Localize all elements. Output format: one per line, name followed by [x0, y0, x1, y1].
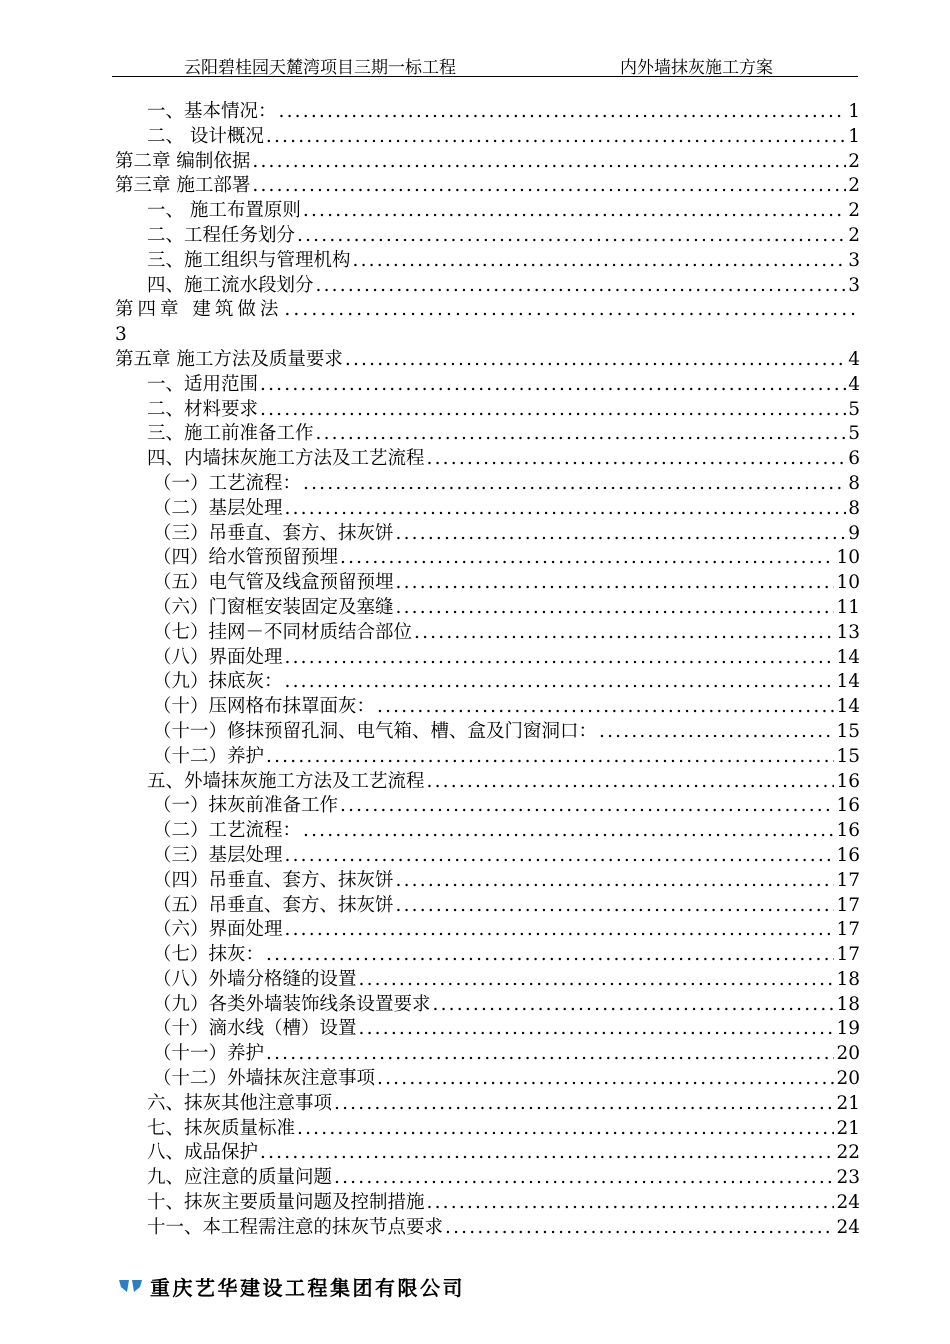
toc-leader-dots [414, 621, 834, 646]
toc-entry-title: 四、施工流水段划分 [147, 274, 314, 296]
toc-entry-title: 第五章 施工方法及质量要求 [115, 348, 343, 370]
toc-entry-title: 四、内墙抹灰施工方法及工艺流程 [147, 448, 425, 470]
toc-entry-title: （五）电气管及线盒预留预埋 [153, 572, 394, 594]
toc-entry[interactable] [115, 348, 860, 373]
toc-entry-page-number: 20 [836, 1068, 860, 1090]
toc-leader-dots [353, 249, 847, 274]
toc-entry[interactable] [115, 993, 860, 1018]
header-document-title: 内外墙抹灰施工方案 [620, 58, 773, 78]
toc-leader-dots [303, 819, 834, 844]
toc-entry[interactable] [115, 1067, 860, 1092]
toc-entry-page-number: 11 [836, 596, 860, 618]
company-logo-icon [118, 1278, 144, 1294]
toc-entry-title: （一）抹灰前准备工作 [153, 795, 339, 817]
toc-entry-title: 一、 施工布置原则 [147, 200, 301, 222]
toc-entry-page-number: 17 [836, 869, 860, 891]
toc-leader-dots [297, 1117, 834, 1142]
toc-entry-page-number: 3 [115, 324, 127, 346]
toc-entry-title: 六、抹灰其他注意事项 [147, 1092, 333, 1114]
toc-entry-title: （三）吊垂直、套方、抹灰饼 [153, 522, 394, 544]
toc-entry-page-number: 16 [836, 770, 860, 792]
toc-entry-page-number: 14 [836, 696, 860, 718]
toc-entry[interactable] [115, 422, 860, 447]
toc-leader-dots [396, 596, 835, 621]
toc-entry-title: （六）门窗框安装固定及塞缝 [153, 596, 394, 618]
toc-entry-title: （七）挂网－不同材质结合部位 [153, 621, 413, 643]
toc-entry[interactable] [115, 1216, 860, 1241]
toc-entry-page-number: 2 [848, 200, 860, 222]
toc-entry[interactable] [115, 894, 860, 919]
toc-entry-page-number: 8 [848, 472, 860, 494]
toc-entry-title: 九、应注意的质量问题 [147, 1167, 333, 1189]
toc-entry-page-number: 16 [836, 820, 860, 842]
toc-entry[interactable] [115, 249, 860, 274]
toc-entry-title: （二）基层处理 [153, 497, 283, 519]
toc-entry-page-number: 17 [836, 894, 860, 916]
toc-entry-page-number: 10 [836, 572, 860, 594]
toc-entry-title: 五、外墙抹灰施工方法及工艺流程 [147, 770, 425, 792]
toc-leader-dots [427, 447, 847, 472]
toc-leader-dots [396, 522, 847, 547]
toc-entry-title: （十二）外墙抹灰注意事项 [153, 1068, 376, 1090]
toc-leader-dots [359, 968, 835, 993]
toc-entry[interactable] [115, 373, 860, 398]
toc-entry-title: （十）滴水线（槽）设置 [153, 1018, 357, 1040]
toc-leader-dots [285, 918, 835, 943]
toc-entry-page-number: 18 [836, 993, 860, 1015]
toc-leader-dots [266, 943, 834, 968]
toc-entry[interactable] [115, 150, 860, 175]
toc-leader-dots [252, 174, 846, 199]
toc-entry[interactable] [115, 819, 860, 844]
table-of-contents [115, 100, 860, 1241]
toc-entry[interactable] [115, 1092, 860, 1117]
toc-entry-page-number: 9 [848, 522, 860, 544]
toc-entry[interactable] [115, 546, 860, 571]
toc-leader-dots [303, 199, 846, 224]
toc-leader-dots [396, 894, 835, 919]
toc-entry[interactable] [115, 794, 860, 819]
toc-leader-dots [377, 695, 834, 720]
toc-leader-dots [340, 794, 834, 819]
toc-entry-title: （十）压网格布抹罩面灰： [153, 696, 376, 718]
toc-entry-title: （七）抹灰： [153, 944, 265, 966]
toc-entry[interactable] [115, 1191, 860, 1216]
toc-leader-dots [279, 100, 847, 125]
toc-leader-dots [445, 1216, 834, 1241]
toc-entry-title: 八、成品保护 [147, 1142, 259, 1164]
toc-leader-dots [260, 398, 846, 423]
toc-entry-page-number: 23 [836, 1167, 860, 1189]
toc-leader-dots [359, 1017, 835, 1042]
toc-entry[interactable] [115, 695, 860, 720]
toc-entry[interactable] [115, 918, 860, 943]
toc-entry-title: 第二章 编制依据 [115, 150, 251, 172]
toc-entry-title: 二、 设计概况 [147, 125, 264, 147]
toc-entry-page-number: 16 [836, 795, 860, 817]
toc-entry[interactable] [115, 497, 860, 522]
toc-leader-dots [427, 770, 835, 795]
toc-entry[interactable] [115, 571, 860, 596]
toc-entry-page-number: 22 [836, 1142, 860, 1164]
toc-entry-title: （十一）养护 [153, 1043, 265, 1065]
toc-entry-title: （四）吊垂直、套方、抹灰饼 [153, 869, 394, 891]
toc-entry[interactable] [115, 1042, 860, 1067]
header-project-name: 云阳碧桂园天麓湾项目三期一标工程 [184, 58, 456, 78]
toc-entry-page-number: 21 [836, 1092, 860, 1114]
toc-entry-title: 三、施工前准备工作 [147, 423, 314, 445]
toc-entry[interactable] [115, 398, 860, 423]
toc-entry-page-number: 13 [836, 621, 860, 643]
toc-leader-dots [260, 1141, 834, 1166]
toc-entry-page-number: 4 [848, 348, 860, 370]
toc-entry[interactable] [115, 646, 860, 671]
toc-entry-page-number: 24 [836, 1216, 860, 1238]
toc-entry[interactable] [115, 943, 860, 968]
toc-entry-title: 一、适用范围 [147, 373, 259, 395]
toc-entry-page-number: 15 [836, 720, 860, 742]
toc-leader-dots [316, 422, 847, 447]
toc-entry[interactable] [115, 100, 860, 125]
toc-entry[interactable] [115, 199, 860, 224]
toc-entry-title: 第三章 施工部署 [115, 175, 251, 197]
toc-leader-dots [303, 472, 846, 497]
toc-entry[interactable] [115, 621, 860, 646]
toc-entry-title: （二）工艺流程： [153, 820, 302, 842]
toc-leader-dots [433, 993, 835, 1018]
toc-leader-dots [285, 670, 835, 695]
toc-entry-title: （三）基层处理 [153, 844, 283, 866]
toc-entry-page-number: 17 [836, 919, 860, 941]
toc-entry[interactable] [115, 869, 860, 894]
toc-entry-page-number: 5 [848, 423, 860, 445]
toc-entry-page-number: 21 [836, 1117, 860, 1139]
toc-entry-title: （四）给水管预留预埋 [153, 547, 339, 569]
toc-entry-page-number: 18 [836, 968, 860, 990]
toc-entry[interactable] [115, 298, 860, 348]
toc-leader-dots [599, 720, 834, 745]
toc-entry-title: 三、施工组织与管理机构 [147, 249, 351, 271]
toc-leader-dots [260, 373, 846, 398]
toc-entry[interactable] [115, 670, 860, 695]
toc-entry-page-number: 3 [848, 274, 860, 296]
toc-entry-page-number: 15 [836, 745, 860, 767]
toc-entry[interactable] [115, 522, 860, 547]
toc-leader-dots [340, 546, 834, 571]
toc-entry-page-number: 14 [836, 671, 860, 693]
toc-entry[interactable] [115, 745, 860, 770]
toc-leader-dots [334, 1092, 834, 1117]
toc-entry[interactable] [115, 596, 860, 621]
toc-entry[interactable] [115, 1017, 860, 1042]
toc-entry-title: 二、工程任务划分 [147, 224, 296, 246]
toc-entry[interactable] [115, 1117, 860, 1142]
toc-entry[interactable] [115, 447, 860, 472]
toc-entry[interactable] [115, 274, 860, 299]
toc-entry[interactable] [115, 224, 860, 249]
toc-entry-title: 十、抹灰主要质量问题及控制措施 [147, 1192, 425, 1214]
toc-entry[interactable] [115, 968, 860, 993]
toc-entry-title: （六）界面处理 [153, 919, 283, 941]
toc-leader-dots [266, 1042, 834, 1067]
toc-leader-dots [377, 1067, 834, 1092]
toc-entry-title: 二、材料要求 [147, 398, 259, 420]
toc-entry-title: 七、抹灰质量标准 [147, 1117, 296, 1139]
toc-leader-dots [396, 869, 835, 894]
toc-entry-page-number: 1 [848, 125, 860, 147]
toc-entry-page-number: 5 [848, 398, 860, 420]
toc-entry-title: （十一）修抹预留孔洞、电气箱、槽、盒及门窗洞口： [153, 720, 598, 742]
toc-entry-title: （八）外墙分格缝的设置 [153, 968, 357, 990]
toc-entry-page-number: 4 [848, 373, 860, 395]
toc-leader-dots [285, 844, 835, 869]
toc-entry-page-number: 6 [848, 448, 860, 470]
toc-entry[interactable] [115, 125, 860, 150]
toc-entry-page-number: 10 [836, 547, 860, 569]
page-header [112, 50, 858, 77]
toc-leader-dots [284, 298, 858, 323]
toc-entry[interactable] [115, 472, 860, 497]
toc-entry[interactable] [115, 1166, 860, 1191]
toc-entry-title: 第四章 建筑做法 [115, 299, 283, 321]
toc-entry-title: （一）工艺流程： [153, 472, 302, 494]
toc-entry-page-number: 19 [836, 1018, 860, 1040]
toc-entry-page-number: 20 [836, 1043, 860, 1065]
toc-leader-dots [297, 224, 846, 249]
footer-company-name: 重庆艺华建设工程集团有限公司 [150, 1275, 465, 1300]
toc-leader-dots [396, 571, 835, 596]
toc-entry-page-number: 17 [836, 944, 860, 966]
toc-leader-dots [316, 274, 847, 299]
page-footer [118, 1272, 465, 1300]
toc-entry-page-number: 1 [848, 101, 860, 122]
toc-leader-dots [266, 745, 834, 770]
toc-leader-dots [285, 497, 847, 522]
toc-entry[interactable] [115, 844, 860, 869]
toc-entry-title: （五）吊垂直、套方、抹灰饼 [153, 894, 394, 916]
toc-leader-dots [266, 125, 846, 150]
toc-entry-title: （九）各类外墙装饰线条设置要求 [153, 993, 431, 1015]
toc-entry-title: （十二）养护 [153, 745, 265, 767]
toc-leader-dots [285, 646, 835, 671]
toc-entry-page-number: 24 [836, 1192, 860, 1214]
toc-entry-title: 十一、本工程需注意的抹灰节点要求 [147, 1216, 444, 1238]
toc-entry[interactable] [115, 720, 860, 745]
toc-leader-dots [252, 150, 846, 175]
toc-leader-dots [427, 1191, 835, 1216]
toc-entry-page-number: 2 [848, 175, 860, 197]
toc-entry-page-number: 3 [848, 249, 860, 271]
toc-entry[interactable] [115, 1141, 860, 1166]
toc-entry-page-number: 2 [848, 150, 860, 172]
toc-entry-page-number: 14 [836, 646, 860, 668]
toc-entry-page-number: 8 [848, 497, 860, 519]
toc-entry-title: 一、基本情况： [147, 101, 277, 122]
toc-leader-dots [345, 348, 846, 373]
toc-entry-title: （八）界面处理 [153, 646, 283, 668]
toc-leader-dots [334, 1166, 834, 1191]
toc-entry-page-number: 2 [848, 224, 860, 246]
toc-entry-title: （九）抹底灰： [153, 671, 283, 693]
toc-entry[interactable] [115, 174, 860, 199]
toc-entry[interactable] [115, 770, 860, 795]
toc-entry-page-number: 16 [836, 844, 860, 866]
